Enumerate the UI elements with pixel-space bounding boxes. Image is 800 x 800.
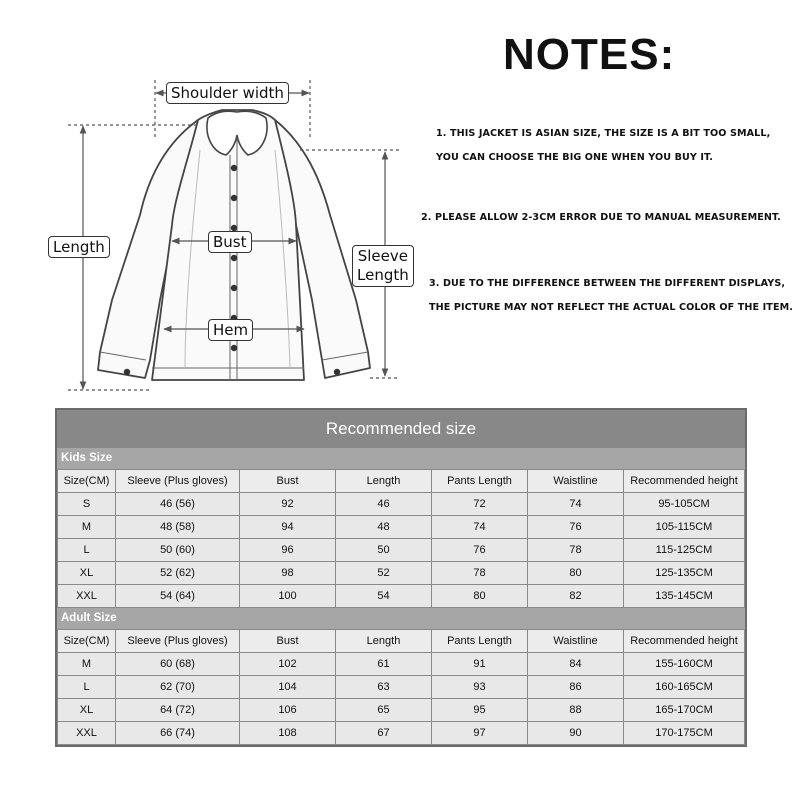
table-row [58,516,745,539]
hem-label: Hem [208,319,253,341]
table-cell: XL [58,562,116,585]
table-cell: 66 (74) [116,722,240,745]
table-cell: 74 [432,516,528,539]
table-row [58,722,745,745]
table-cell: 91 [432,653,528,676]
table-cell: 63 [336,676,432,699]
size-table [55,408,747,747]
table-cell: 62 (70) [116,676,240,699]
column-header: Bust [240,470,336,493]
table-cell: 50 (60) [116,539,240,562]
table-cell: L [58,539,116,562]
kids-column-header-row [58,470,745,493]
table-cell: 97 [432,722,528,745]
shoulder-width-label: Shoulder width [166,82,289,104]
table-row [58,493,745,516]
table-cell: XL [58,699,116,722]
note-3-line-2: THE PICTURE MAY NOT REFLECT THE ACTUAL COLOR OF THE ITEM. [429,302,793,313]
table-row [58,585,745,608]
table-row [58,653,745,676]
table-cell: 135-145CM [624,585,745,608]
table-cell: 155-160CM [624,653,745,676]
table-cell: 170-175CM [624,722,745,745]
table-cell: 100 [240,585,336,608]
table-cell: 95 [432,699,528,722]
table-cell: 60 (68) [116,653,240,676]
note-1-line-1: 1. THIS JACKET IS ASIAN SIZE, THE SIZE IS A BIT TOO SMALL, [436,128,771,139]
table-cell: 78 [528,539,624,562]
table-cell: 106 [240,699,336,722]
table-cell: 65 [336,699,432,722]
table-cell: 76 [432,539,528,562]
table-cell: 88 [528,699,624,722]
column-header: Recommended height [624,630,745,653]
table-cell: 67 [336,722,432,745]
table-cell: 46 [336,493,432,516]
column-header: Length [336,630,432,653]
table-cell: 76 [528,516,624,539]
table-cell: 48 (58) [116,516,240,539]
table-cell: 115-125CM [624,539,745,562]
table-row [58,699,745,722]
table-cell: 82 [528,585,624,608]
table-cell: M [58,516,116,539]
table-cell: L [58,676,116,699]
table-cell: 78 [432,562,528,585]
table-cell: 74 [528,493,624,516]
column-header: Bust [240,630,336,653]
note-1-line-2: YOU CAN CHOOSE THE BIG ONE WHEN YOU BUY IT. [436,152,713,163]
table-cell: 54 (64) [116,585,240,608]
column-header: Waistline [528,470,624,493]
table-cell: 52 [336,562,432,585]
table-cell: S [58,493,116,516]
table-cell: 80 [528,562,624,585]
table-row [58,676,745,699]
column-header: Sleeve (Plus gloves) [116,470,240,493]
table-title: Recommended size [57,410,745,448]
table-cell: 50 [336,539,432,562]
table-cell: 102 [240,653,336,676]
note-2: 2. PLEASE ALLOW 2-3CM ERROR DUE TO MANUAL MEASUREMENT. [421,212,781,223]
adult-column-header-row [58,630,745,653]
table-cell: 46 (56) [116,493,240,516]
table-cell: 48 [336,516,432,539]
table-cell: M [58,653,116,676]
table-cell: 104 [240,676,336,699]
table-cell: 108 [240,722,336,745]
column-header: Recommended height [624,470,745,493]
note-3-line-1: 3. DUE TO THE DIFFERENCE BETWEEN THE DIFFERENT DISPLAYS, [429,278,786,289]
table-cell: 94 [240,516,336,539]
table-cell: XXL [58,722,116,745]
column-header: Waistline [528,630,624,653]
table-cell: 52 (62) [116,562,240,585]
table-cell: 96 [240,539,336,562]
table-cell: 84 [528,653,624,676]
table-cell: 105-115CM [624,516,745,539]
sleeve-length-label [352,245,414,287]
length-label: Length [48,236,110,258]
table-cell: 64 (72) [116,699,240,722]
table-cell: 98 [240,562,336,585]
table-row [58,562,745,585]
table-cell: 93 [432,676,528,699]
table-cell: 165-170CM [624,699,745,722]
column-header: Sleeve (Plus gloves) [116,630,240,653]
table-cell: 86 [528,676,624,699]
table-cell: 54 [336,585,432,608]
kids-size-table [57,469,745,608]
table-cell: 61 [336,653,432,676]
table-cell: 125-135CM [624,562,745,585]
sleeve-length-label-line2: Length [357,266,409,284]
table-cell: 95-105CM [624,493,745,516]
column-header: Pants Length [432,470,528,493]
table-cell: XXL [58,585,116,608]
table-cell: 72 [432,493,528,516]
notes-title: NOTES: [503,30,676,79]
column-header: Size(CM) [58,630,116,653]
column-header: Pants Length [432,630,528,653]
table-cell: 90 [528,722,624,745]
adult-size-table [57,629,745,745]
table-cell: 160-165CM [624,676,745,699]
column-header: Length [336,470,432,493]
table-row [58,539,745,562]
table-cell: 80 [432,585,528,608]
bust-label: Bust [208,231,252,253]
adult-size-header: Adult Size [57,608,745,629]
column-header: Size(CM) [58,470,116,493]
kids-size-header: Kids Size [57,448,745,469]
sleeve-length-label-line1: Sleeve [357,247,408,265]
table-cell: 92 [240,493,336,516]
